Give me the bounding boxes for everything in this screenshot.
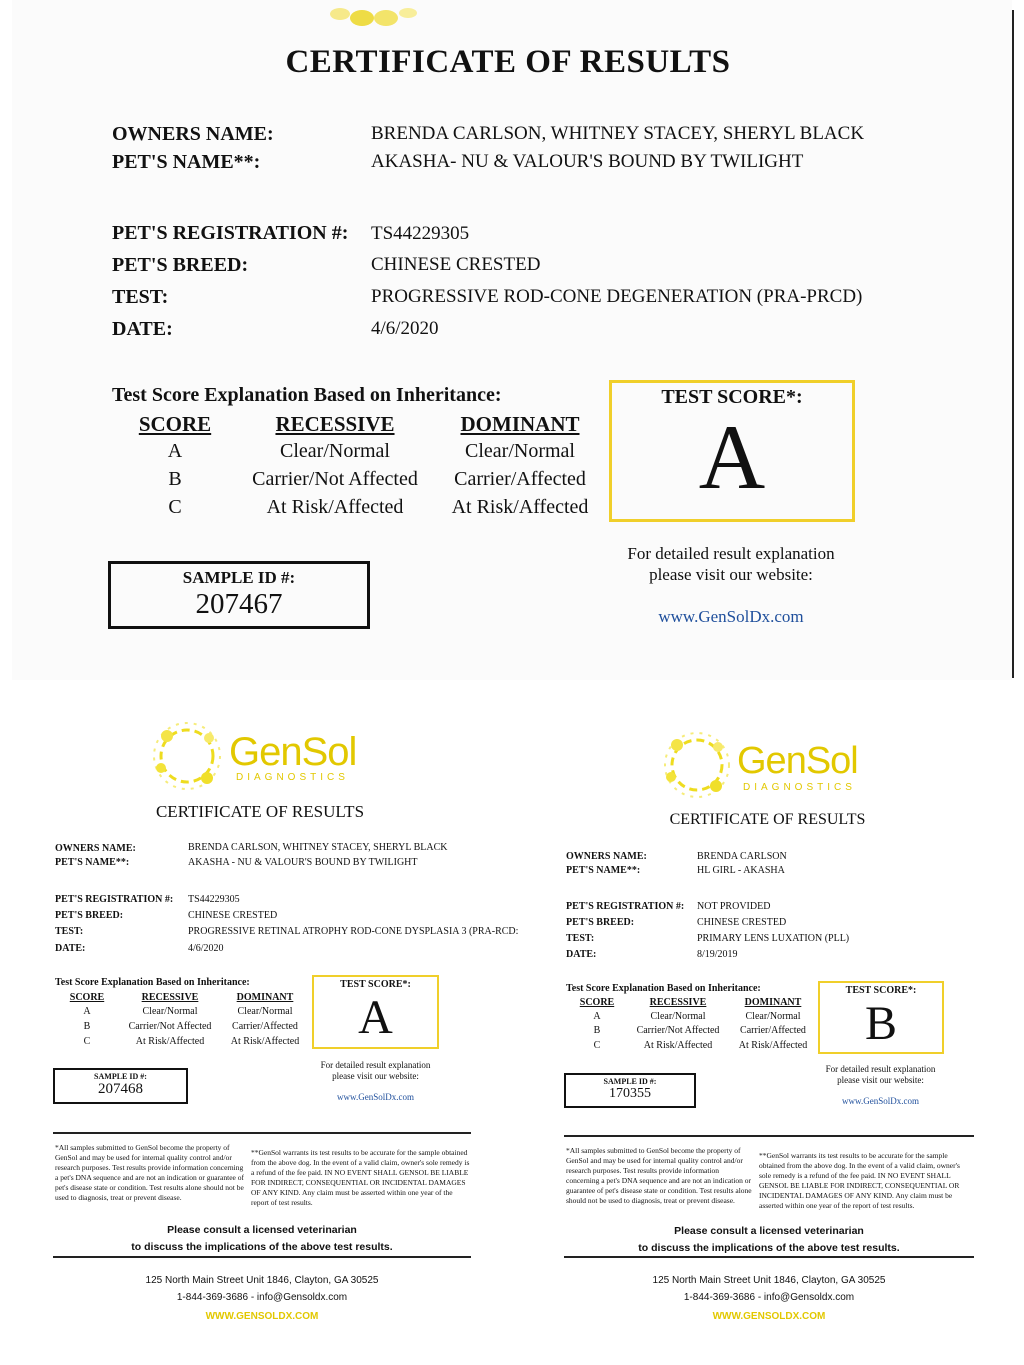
right-row-b-recessive: Carrier/Not Affected bbox=[636, 1025, 720, 1036]
right-contact: 1-844-369-3686 - info@Gensoldx.com bbox=[683, 1292, 855, 1303]
right-owners-label: OWNERS NAME: bbox=[566, 851, 647, 862]
top-row-b-score: B bbox=[168, 468, 182, 490]
left-row-a-dominant: Clear/Normal bbox=[237, 1006, 293, 1017]
top-pet-name-value: AKASHA- NU & VALOUR'S BOUND BY TWILIGHT bbox=[371, 151, 804, 172]
right-owners-value: BRENDA CARLSON bbox=[697, 851, 787, 862]
right-registration-label: PET'S REGISTRATION #: bbox=[566, 901, 685, 912]
top-test-score-label: TEST SCORE*: bbox=[661, 386, 803, 408]
right-row-c-dominant: At Risk/Affected bbox=[738, 1040, 808, 1051]
left-test-score-box bbox=[312, 975, 439, 1049]
top-row-b-dominant: Carrier/Affected bbox=[454, 468, 586, 490]
right-row-c-score: C bbox=[593, 1040, 601, 1051]
left-consult-line-2: to discuss the implications of the above test results. bbox=[131, 1241, 393, 1253]
left-footer-website[interactable]: WWW.GENSOLDX.COM bbox=[205, 1311, 319, 1322]
top-date-value: 4/6/2020 bbox=[371, 318, 439, 339]
right-divider-bottom bbox=[564, 1256, 974, 1258]
right-consult-line-1: Please consult a licensed veterinarian bbox=[674, 1225, 864, 1237]
right-sample-id-label: SAMPLE ID #: bbox=[603, 1077, 657, 1086]
top-owners-label: OWNERS NAME: bbox=[112, 123, 274, 145]
top-sample-id-label: SAMPLE ID #: bbox=[182, 568, 296, 587]
top-sample-id-value: 207467 bbox=[195, 588, 283, 620]
left-sample-id-box bbox=[53, 1068, 188, 1104]
left-divider-top bbox=[53, 1132, 471, 1134]
top-row-a-score: A bbox=[167, 440, 183, 462]
right-row-a-recessive: Clear/Normal bbox=[650, 1011, 706, 1022]
left-divider-bottom bbox=[53, 1256, 471, 1258]
right-test-score-label: TEST SCORE*: bbox=[845, 985, 917, 996]
top-header-score: SCORE bbox=[138, 412, 212, 436]
left-row-b-recessive: Carrier/Not Affected bbox=[128, 1021, 212, 1032]
left-header-score: SCORE bbox=[69, 992, 105, 1003]
right-title: CERTIFICATE OF RESULTS bbox=[669, 811, 866, 828]
top-row-a-dominant: Clear/Normal bbox=[465, 440, 575, 462]
right-consult-line-2: to discuss the implications of the above test results. bbox=[638, 1242, 900, 1254]
top-pet-name-label: PET'S NAME**: bbox=[112, 151, 261, 173]
right-row-a-score: A bbox=[593, 1011, 601, 1022]
logo-fragment-icon bbox=[318, 4, 428, 30]
left-header-recessive: RECESSIVE bbox=[141, 992, 199, 1003]
left-title: CERTIFICATE OF RESULTS bbox=[155, 802, 365, 821]
left-consult-line-1: Please consult a licensed veterinarian bbox=[167, 1224, 357, 1236]
left-website-note-1: For detailed result explanation bbox=[320, 1060, 431, 1070]
top-test-value: PROGRESSIVE ROD-CONE DEGENERATION (PRA-PRCD) bbox=[371, 286, 863, 307]
left-test-score-value: A bbox=[358, 991, 393, 1044]
top-row-c-recessive: At Risk/Affected bbox=[266, 496, 404, 518]
left-gensol-logo-icon bbox=[147, 718, 227, 794]
top-test-score-value: A bbox=[698, 406, 766, 508]
left-breed-label: PET'S BREED: bbox=[55, 910, 124, 921]
top-website-link[interactable]: www.GenSolDx.com bbox=[658, 607, 804, 626]
left-row-b-dominant: Carrier/Affected bbox=[232, 1021, 298, 1032]
top-registration-label: PET'S REGISTRATION #: bbox=[112, 222, 349, 244]
top-header-recessive: RECESSIVE bbox=[275, 412, 395, 436]
right-brand-name: GenSol bbox=[737, 740, 858, 782]
top-date-label: DATE: bbox=[112, 318, 173, 340]
right-test-score-box bbox=[818, 981, 944, 1054]
right-website-link[interactable]: www.GenSolDx.com bbox=[842, 1096, 919, 1106]
left-row-b-score: B bbox=[83, 1021, 91, 1032]
left-registration-value: TS44229305 bbox=[188, 894, 240, 905]
left-website-note-2: please visit our website: bbox=[332, 1071, 419, 1081]
left-brand-sub: DIAGNOSTICS bbox=[236, 772, 349, 783]
top-sample-id-box bbox=[108, 561, 370, 629]
right-date-label: DATE: bbox=[566, 949, 597, 960]
right-breed-value: CHINESE CRESTED bbox=[697, 917, 787, 928]
right-row-b-score: B bbox=[593, 1025, 601, 1036]
right-footer-website[interactable]: WWW.GENSOLDX.COM bbox=[712, 1311, 826, 1322]
top-owners-value: BRENDA CARLSON, WHITNEY STACEY, SHERYL BLACK bbox=[371, 123, 865, 144]
left-test-value: PROGRESSIVE RETINAL ATROPHY ROD-CONE DYSPLASIA 3 (PRA-RCD: bbox=[188, 926, 519, 937]
right-explanation-heading: Test Score Explanation Based on Inheritance: bbox=[566, 983, 761, 994]
left-address: 125 North Main Street Unit 1846, Clayton, GA 30525 bbox=[145, 1275, 379, 1286]
top-registration-value: TS44229305 bbox=[371, 223, 470, 244]
right-row-b-dominant: Carrier/Affected bbox=[740, 1025, 806, 1036]
top-website-note-1: For detailed result explanation bbox=[627, 544, 835, 563]
right-pet-name-label: PET'S NAME**: bbox=[566, 865, 641, 876]
left-pet-name-label: PET'S NAME**: bbox=[55, 857, 130, 868]
right-pet-name-value: HL GIRL - AKASHA bbox=[697, 865, 785, 876]
right-test-label: TEST: bbox=[566, 933, 595, 944]
right-brand-sub: DIAGNOSTICS bbox=[743, 782, 856, 793]
top-test-label: TEST: bbox=[112, 286, 169, 308]
top-breed-value: CHINESE CRESTED bbox=[371, 254, 541, 275]
right-disclaimer-2: **GenSol warrants its test results to be accurate for the sample obtained from the above dog. In the event of a valid claim, owner's sole remedy is a refund of the fee paid. IN NO EVENT SHALL GENSOL BE LIABLE FOR INDIRECT, CONSEQUENTIAL OR INCIDENTAL DAMAGES OF ANY KIND. Any claim must be asserted within one year of the report of test results. bbox=[759, 1151, 960, 1210]
top-explanation-heading: Test Score Explanation Based on Inheritance: bbox=[112, 384, 502, 406]
left-row-c-dominant: At Risk/Affected bbox=[230, 1036, 300, 1047]
left-test-label: TEST: bbox=[55, 926, 84, 937]
left-contact: 1-844-369-3686 - info@Gensoldx.com bbox=[176, 1292, 348, 1303]
right-header-score: SCORE bbox=[579, 997, 615, 1008]
left-registration-label: PET'S REGISTRATION #: bbox=[55, 894, 174, 905]
right-test-value: PRIMARY LENS LUXATION (PLL) bbox=[697, 933, 850, 944]
right-breed-label: PET'S BREED: bbox=[566, 917, 635, 928]
left-disclaimer-2: **GenSol warrants its test results to be accurate for the sample obtained from the above dog. In the event of a valid claim, owner's sole remedy is a refund of the fee paid. IN NO EVENT SHALL GENSOL BE LIABLE FOR INDIRECT, CONSEQUENTIAL OR INCIDENTAL DAMAGES OF ANY KIND. Any claim must be asserted within one year of the report of test results. bbox=[251, 1148, 470, 1207]
left-row-c-recessive: At Risk/Affected bbox=[135, 1036, 205, 1047]
right-row-a-dominant: Clear/Normal bbox=[745, 1011, 801, 1022]
left-test-score-label: TEST SCORE*: bbox=[340, 979, 411, 990]
right-registration-value: NOT PROVIDED bbox=[697, 901, 771, 912]
top-row-a-recessive: Clear/Normal bbox=[280, 440, 390, 462]
left-brand-name: GenSol bbox=[229, 730, 357, 774]
left-disclaimer-1: *All samples submitted to GenSol become the property of GenSol and may be used for internal quality control and/or research purposes. Test results provide information concerning a pet's DNA sequence and are not an indication or guarantee of pet's disease state or condition. Test results alone should not be used to diagnosis, treat or prevent disease. bbox=[55, 1143, 244, 1202]
top-breed-label: PET'S BREED: bbox=[112, 254, 249, 276]
top-title: CERTIFICATE OF RESULTS bbox=[285, 44, 731, 80]
right-sample-id-box bbox=[564, 1073, 696, 1108]
right-gensol-logo-icon bbox=[658, 728, 736, 802]
right-date-value: 8/19/2019 bbox=[697, 949, 738, 960]
left-date-label: DATE: bbox=[55, 943, 86, 954]
left-header-dominant: DOMINANT bbox=[236, 992, 294, 1003]
left-row-a-recessive: Clear/Normal bbox=[142, 1006, 198, 1017]
left-sample-id-label: SAMPLE ID #: bbox=[94, 1072, 147, 1081]
left-website-link[interactable]: www.GenSolDx.com bbox=[337, 1092, 414, 1102]
left-explanation-heading: Test Score Explanation Based on Inheritance: bbox=[55, 977, 250, 988]
left-owners-label: OWNERS NAME: bbox=[55, 843, 136, 854]
right-header-dominant: DOMINANT bbox=[744, 997, 802, 1008]
left-pet-name-value: AKASHA - NU & VALOUR'S BOUND BY TWILIGHT bbox=[188, 857, 418, 868]
right-website-note-1: For detailed result explanation bbox=[825, 1064, 936, 1074]
page-edge-divider bbox=[1012, 10, 1014, 678]
right-row-c-recessive: At Risk/Affected bbox=[643, 1040, 713, 1051]
left-sample-id-value: 207468 bbox=[98, 1081, 143, 1097]
left-row-c-score: C bbox=[83, 1036, 91, 1047]
right-sample-id-value: 170355 bbox=[609, 1086, 651, 1101]
top-row-c-dominant: At Risk/Affected bbox=[451, 496, 589, 518]
top-header-dominant: DOMINANT bbox=[460, 412, 580, 436]
right-divider-top bbox=[564, 1135, 974, 1137]
top-row-c-score: C bbox=[168, 496, 182, 518]
left-owners-value: BRENDA CARLSON, WHITNEY STACEY, SHERYL BLACK bbox=[188, 842, 448, 853]
right-header-recessive: RECESSIVE bbox=[649, 997, 707, 1008]
left-row-a-score: A bbox=[83, 1006, 91, 1017]
left-date-value: 4/6/2020 bbox=[188, 943, 224, 954]
right-test-score-value: B bbox=[864, 997, 897, 1050]
top-row-b-recessive: Carrier/Not Affected bbox=[252, 468, 418, 490]
right-address: 125 North Main Street Unit 1846, Clayton, GA 30525 bbox=[652, 1275, 886, 1286]
right-disclaimer-1: *All samples submitted to GenSol become the property of GenSol and may be used for internal quality control and/or research purposes. Test results provide information concerning a pet's DNA sequence and are not an indication or guarantee of pet's disease state or condition. Test results alone should not be used to diagnosis, treat or prevent disease. bbox=[566, 1146, 752, 1205]
right-website-note-2: please visit our website: bbox=[837, 1075, 924, 1085]
top-test-score-box bbox=[609, 380, 855, 522]
top-website-note-2: please visit our website: bbox=[649, 565, 813, 584]
left-breed-value: CHINESE CRESTED bbox=[188, 910, 278, 921]
